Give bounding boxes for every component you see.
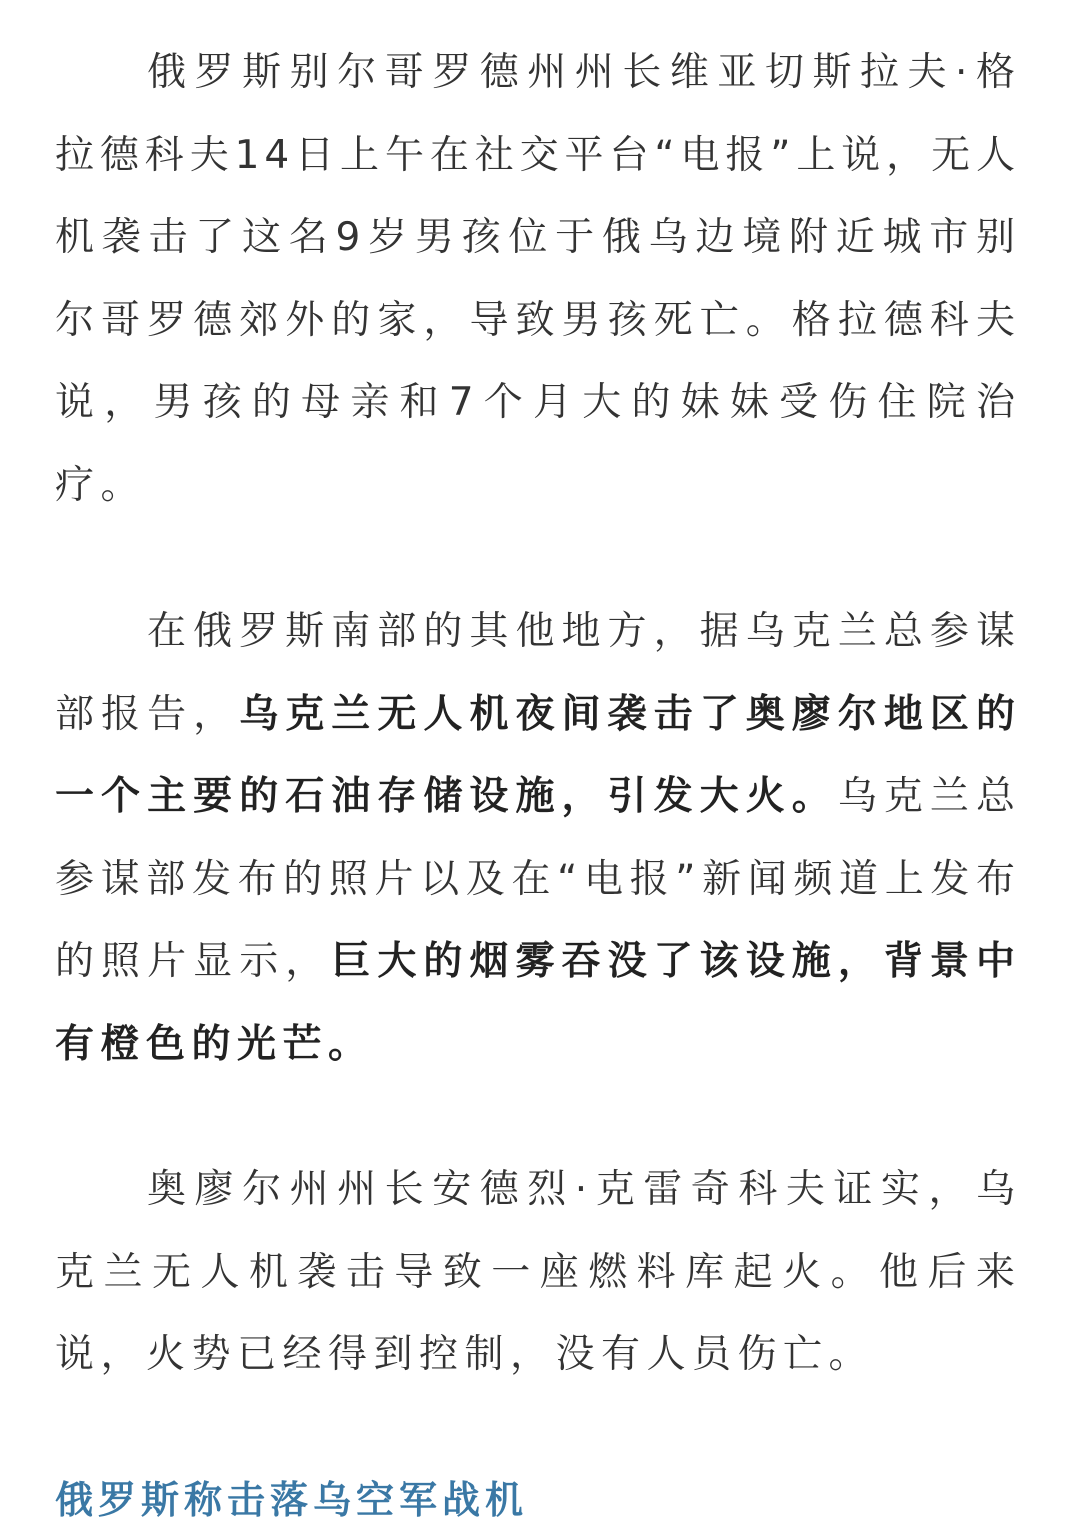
paragraph	[55, 32, 1020, 528]
text-line	[55, 1149, 1020, 1232]
body-text: 乌克兰总	[837, 774, 1020, 820]
body-text: 部报告，	[55, 691, 240, 737]
body-text: 尔哥罗德郊外的家，导致男孩死亡。格拉德科夫	[55, 297, 1020, 343]
text-line	[55, 280, 1020, 363]
text-line	[55, 197, 1020, 280]
body-text: 在俄罗斯南部的其他地方，据乌克兰总参谋	[147, 609, 1020, 654]
body-text: 说，男孩的母亲和7个月大的妹妹受伤住院治	[55, 380, 1020, 426]
body-text: 奥廖尔州州长安德烈·克雷奇科夫证实，乌	[147, 1167, 1020, 1212]
text-line	[55, 115, 1020, 198]
text-line	[55, 591, 1020, 674]
bold-text: 巨大的烟雾吞没了该设施，背景中	[331, 939, 1020, 985]
bold-text: 乌克兰无人机夜间袭击了奥廖尔地区的	[239, 691, 1020, 737]
body-text: 参谋部发布的照片以及在“电报”新闻频道上发布	[55, 856, 1020, 902]
bold-text: 一个主要的石油存储设施，引发大火。	[55, 774, 838, 820]
text-line	[55, 921, 1020, 1004]
body-text: 机袭击了这名9岁男孩位于俄乌边境附近城市别	[55, 215, 1020, 261]
text-line	[55, 32, 1020, 115]
body-text: 说，火势已经得到控制，没有人员伤亡。	[55, 1332, 875, 1378]
text-line	[55, 1314, 1020, 1397]
text-line	[55, 839, 1020, 922]
body-text: 的照片显示，	[55, 939, 332, 985]
section-heading: 俄罗斯称击落乌空军战机	[55, 1478, 529, 1522]
text-line	[55, 1004, 1020, 1087]
body-text: 拉德科夫14日上午在社交平台“电报”上说，无人	[55, 132, 1020, 178]
paragraph	[55, 591, 1020, 1087]
text-line	[55, 1232, 1020, 1315]
text-line	[55, 756, 1020, 839]
paragraph	[55, 1149, 1020, 1397]
text-line	[55, 362, 1020, 445]
text-line	[55, 445, 1020, 528]
text-line	[55, 674, 1020, 757]
body-text: 俄罗斯别尔哥罗德州州长维亚切斯拉夫·格	[147, 50, 1020, 95]
body-text: 克兰无人机袭击导致一座燃料库起火。他后来	[55, 1249, 1020, 1295]
bold-text: 有橙色的光芒。	[55, 1021, 374, 1067]
body-text: 疗。	[55, 462, 147, 508]
